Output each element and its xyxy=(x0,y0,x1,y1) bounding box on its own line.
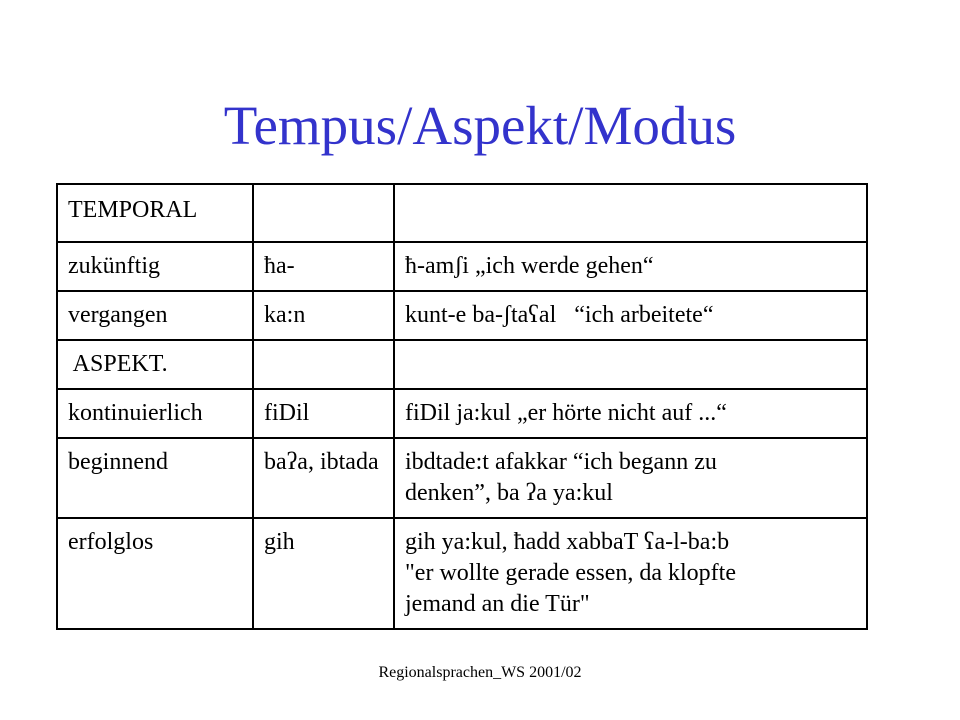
marker-cell: ħa- xyxy=(253,242,394,291)
marker-cell xyxy=(253,184,394,242)
example-line: jemand an die Tür" xyxy=(405,591,590,617)
table-row xyxy=(57,438,867,518)
category-cell: TEMPORAL xyxy=(57,184,253,242)
example-cell xyxy=(394,518,867,629)
table-row xyxy=(57,291,867,340)
table-row xyxy=(57,389,867,438)
category-cell: beginnend xyxy=(57,438,253,518)
example-cell xyxy=(394,438,867,518)
marker-cell: ka:n xyxy=(253,291,394,340)
category-cell: zukünftig xyxy=(57,242,253,291)
slide-footer: Regionalsprachen_WS 2001/02 xyxy=(378,664,582,681)
table-row xyxy=(57,242,867,291)
example-line: fiDil ja:kul „er hörte nicht auf ...“ xyxy=(405,400,727,426)
example-cell xyxy=(394,389,867,438)
category-cell: ASPEKT. xyxy=(57,340,253,389)
example-line: gih ya:kul, ħadd xabbaT ʕa-l-ba:b xyxy=(405,529,730,555)
table-row xyxy=(57,518,867,629)
example-line: denken”, ba ʔa ya:kul xyxy=(405,480,613,506)
example-cell xyxy=(394,184,867,242)
tam-table xyxy=(56,183,868,630)
example-line: ħ-amʃi „ich werde gehen“ xyxy=(405,253,654,279)
marker-cell: gih xyxy=(253,518,394,629)
marker-cell: fiDil xyxy=(253,389,394,438)
marker-cell: baʔa, ibtada xyxy=(253,438,394,518)
slide-title: Tempus/Aspekt/Modus xyxy=(223,95,737,156)
example-line: "er wollte gerade essen, da klopfte xyxy=(405,560,736,586)
table-row xyxy=(57,184,867,242)
category-cell: kontinuierlich xyxy=(57,389,253,438)
category-cell: vergangen xyxy=(57,291,253,340)
example-line: ibdtade:t afakkar “ich begann zu xyxy=(405,449,717,475)
marker-cell xyxy=(253,340,394,389)
example-line: kunt-e ba-ʃtaʕal “ich arbeitete“ xyxy=(405,302,714,328)
example-cell xyxy=(394,291,867,340)
example-cell xyxy=(394,242,867,291)
category-cell: erfolglos xyxy=(57,518,253,629)
table-row xyxy=(57,340,867,389)
example-cell xyxy=(394,340,867,389)
